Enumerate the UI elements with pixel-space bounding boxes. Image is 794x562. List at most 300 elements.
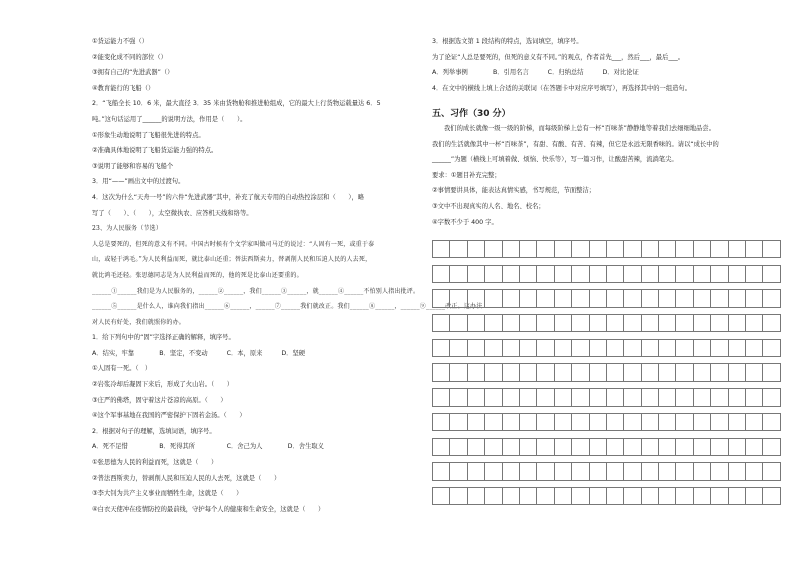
question-line: 2．根据对句子的理解，选填词语，填序号。 xyxy=(92,427,216,435)
writing-grid-cell[interactable] xyxy=(485,389,502,406)
writing-grid-cell[interactable] xyxy=(624,488,641,505)
writing-grid-cell[interactable] xyxy=(729,463,746,480)
writing-grid-cell[interactable] xyxy=(520,315,537,332)
writing-grid-cell[interactable] xyxy=(711,414,728,431)
writing-grid-cell[interactable] xyxy=(694,389,711,406)
writing-grid-cell[interactable] xyxy=(450,241,467,258)
writing-grid-row xyxy=(432,462,781,480)
writing-grid-cell[interactable] xyxy=(694,315,711,332)
writing-grid-cell[interactable] xyxy=(503,488,520,505)
writing-grid-cell[interactable] xyxy=(590,439,607,456)
writing-grid-cell[interactable] xyxy=(729,315,746,332)
writing-grid-cell[interactable] xyxy=(450,389,467,406)
writing-grid-row xyxy=(432,413,781,431)
writing-grid-cell[interactable] xyxy=(694,463,711,480)
line-spacer xyxy=(92,467,392,475)
writing-grid-cell[interactable] xyxy=(607,290,624,307)
writing-grid-cell[interactable] xyxy=(624,389,641,406)
writing-grid-cell[interactable] xyxy=(537,488,554,505)
line-spacer xyxy=(92,296,392,304)
writing-grid-cell[interactable] xyxy=(746,364,763,381)
composition-prompt-line: ③文中不出现真实的人名、地名、校名； xyxy=(432,202,545,210)
writing-grid-cell[interactable] xyxy=(450,488,467,505)
line-spacer xyxy=(432,77,790,85)
writing-grid-cell[interactable] xyxy=(659,340,676,357)
writing-grid-cell[interactable] xyxy=(763,315,780,332)
writing-grid-cell[interactable] xyxy=(676,290,693,307)
writing-grid-cell[interactable] xyxy=(607,414,624,431)
writing-grid-row xyxy=(432,265,781,283)
line-spacer xyxy=(92,264,392,272)
line-spacer xyxy=(92,498,392,506)
question-line: A．结实，牢靠 B．坚定，不变动 C．本，原来 D．坚硬 xyxy=(92,349,306,357)
writing-grid-cell[interactable] xyxy=(590,315,607,332)
writing-grid-cell[interactable] xyxy=(468,241,485,258)
writing-grid-cell[interactable] xyxy=(659,290,676,307)
line-spacer xyxy=(92,77,392,85)
composition-prompt-line: 要求：①题目补充完整； xyxy=(432,171,501,179)
question-line: ④白衣天使冲在疫情防控的最前线，守护每个人的健康和生命安全，这就是（ ） xyxy=(92,505,325,513)
writing-grid-cell[interactable] xyxy=(450,463,467,480)
writing-grid-cell[interactable] xyxy=(433,463,450,480)
writing-grid-cell[interactable] xyxy=(694,364,711,381)
writing-grid-cell[interactable] xyxy=(763,340,780,357)
line-spacer xyxy=(432,195,790,203)
writing-grid-cell[interactable] xyxy=(537,266,554,283)
writing-grid-cell[interactable] xyxy=(503,414,520,431)
writing-grid-cell[interactable] xyxy=(642,315,659,332)
writing-grid-cell[interactable] xyxy=(607,488,624,505)
line-spacer xyxy=(92,46,392,54)
writing-grid-cell[interactable] xyxy=(763,389,780,406)
writing-grid-cell[interactable] xyxy=(659,364,676,381)
writing-grid-cell[interactable] xyxy=(503,315,520,332)
line-spacer xyxy=(92,389,392,397)
writing-grid-cell[interactable] xyxy=(642,414,659,431)
writing-grid-cell[interactable] xyxy=(659,266,676,283)
writing-grid-cell[interactable] xyxy=(694,414,711,431)
writing-grid-cell[interactable] xyxy=(659,414,676,431)
writing-grid-cell[interactable] xyxy=(676,463,693,480)
writing-grid-cell[interactable] xyxy=(555,389,572,406)
writing-grid-cell[interactable] xyxy=(763,266,780,283)
writing-grid-cell[interactable] xyxy=(555,488,572,505)
writing-grid-cell[interactable] xyxy=(642,389,659,406)
writing-grid-cell[interactable] xyxy=(433,389,450,406)
writing-grid-cell[interactable] xyxy=(624,340,641,357)
writing-grid-cell[interactable] xyxy=(503,241,520,258)
writing-grid-cell[interactable] xyxy=(450,315,467,332)
writing-grid-cell[interactable] xyxy=(572,364,589,381)
writing-grid-cell[interactable] xyxy=(642,364,659,381)
writing-grid-cell[interactable] xyxy=(624,290,641,307)
line-spacer xyxy=(92,420,392,428)
writing-grid-cell[interactable] xyxy=(572,389,589,406)
line-spacer xyxy=(92,514,392,522)
composition-section-title: 五、习作（30 分） xyxy=(432,108,511,119)
question-line: ①张思德为人民的利益而死，这就是（ ） xyxy=(92,459,218,467)
line-spacer xyxy=(432,164,790,172)
writing-grid-cell[interactable] xyxy=(642,488,659,505)
line-spacer xyxy=(92,311,392,319)
writing-grid-cell[interactable] xyxy=(746,414,763,431)
writing-grid-cell[interactable] xyxy=(694,340,711,357)
writing-grid-cell[interactable] xyxy=(555,340,572,357)
writing-grid-cell[interactable] xyxy=(433,241,450,258)
writing-grid-cell[interactable] xyxy=(485,364,502,381)
writing-grid-cell[interactable] xyxy=(555,290,572,307)
writing-grid-cell[interactable] xyxy=(746,488,763,505)
writing-grid-cell[interactable] xyxy=(642,439,659,456)
writing-grid-cell[interactable] xyxy=(659,439,676,456)
writing-grid-cell[interactable] xyxy=(607,315,624,332)
question-line: ①人固有一死。（ ） xyxy=(92,365,152,373)
writing-grid-cell[interactable] xyxy=(676,315,693,332)
writing-grid-cell[interactable] xyxy=(433,290,450,307)
writing-grid-cell[interactable] xyxy=(485,439,502,456)
writing-grid-cell[interactable] xyxy=(607,439,624,456)
writing-grid-cell[interactable] xyxy=(503,266,520,283)
composition-prompt-line: 我们的生活就像其中一杯“百味茶”，有甜、有酸、有苦、有辣，但它是永远无限香味的。请以“成长中的 xyxy=(432,140,719,148)
question-line: 23、为人民服务（节选） xyxy=(92,225,163,233)
writing-grid-cell[interactable] xyxy=(485,315,502,332)
writing-grid-cell[interactable] xyxy=(450,266,467,283)
writing-grid-cell[interactable] xyxy=(642,266,659,283)
writing-grid-cell[interactable] xyxy=(433,414,450,431)
writing-grid-cell[interactable] xyxy=(642,463,659,480)
writing-grid-row xyxy=(432,487,781,505)
writing-grid-cell[interactable] xyxy=(711,241,728,258)
writing-grid-cell[interactable] xyxy=(572,290,589,307)
question-line: ②岩浆冷却后凝固下来后，形成了火山岩。（ ） xyxy=(92,381,234,389)
writing-grid-cell[interactable] xyxy=(503,463,520,480)
writing-grid-cell[interactable] xyxy=(555,315,572,332)
writing-grid-cell[interactable] xyxy=(763,364,780,381)
writing-grid-cell[interactable] xyxy=(607,364,624,381)
writing-grid-cell[interactable] xyxy=(607,389,624,406)
writing-grid-cell[interactable] xyxy=(711,439,728,456)
question-line: ①形象生动地说明了飞船很先进的特点。 xyxy=(92,131,205,139)
writing-grid-cell[interactable] xyxy=(485,266,502,283)
question-line: 吨。”这句话运用了______的说明方法，作用是（ ）。 xyxy=(92,115,247,123)
line-spacer xyxy=(92,218,392,226)
writing-grid-cell[interactable] xyxy=(503,364,520,381)
writing-grid-cell[interactable] xyxy=(607,241,624,258)
writing-grid-cell[interactable] xyxy=(676,241,693,258)
line-spacer xyxy=(92,186,392,194)
question-line: 就比鸿毛还轻。张思德同志是为人民利益而死的，他的死是比泰山还要重的。 xyxy=(92,271,303,279)
writing-grid-cell[interactable] xyxy=(729,290,746,307)
writing-grid-cell[interactable] xyxy=(590,463,607,480)
question-line: 山，或轻于鸿毛。”为人民利益而死，就比泰山还重；替法西斯卖力，替剥削人民和压迫人民的人去死， xyxy=(92,256,372,264)
writing-grid-cell[interactable] xyxy=(711,389,728,406)
writing-grid-cell[interactable] xyxy=(433,364,450,381)
writing-grid-cell[interactable] xyxy=(676,439,693,456)
writing-grid-cell[interactable] xyxy=(555,439,572,456)
writing-grid-cell[interactable] xyxy=(555,463,572,480)
writing-grid-cell[interactable] xyxy=(468,463,485,480)
writing-grid-cell[interactable] xyxy=(694,290,711,307)
writing-grid-cell[interactable] xyxy=(746,266,763,283)
writing-grid-cell[interactable] xyxy=(468,488,485,505)
writing-grid-cell[interactable] xyxy=(450,364,467,381)
question-line: A．列举事例 B．引用名言 C．归纳总结 D．对比论证 xyxy=(432,69,639,77)
writing-grid-cell[interactable] xyxy=(468,414,485,431)
writing-grid-cell[interactable] xyxy=(763,488,780,505)
writing-grid-cell[interactable] xyxy=(450,414,467,431)
writing-grid-cell[interactable] xyxy=(624,414,641,431)
writing-grid-row xyxy=(432,240,781,258)
writing-grid-cell[interactable] xyxy=(537,389,554,406)
writing-grid-cell[interactable] xyxy=(694,488,711,505)
writing-grid-cell[interactable] xyxy=(711,266,728,283)
writing-grid-cell[interactable] xyxy=(624,315,641,332)
writing-grid-cell[interactable] xyxy=(711,315,728,332)
line-spacer xyxy=(92,280,392,288)
writing-grid-cell[interactable] xyxy=(520,364,537,381)
question-line: ______⑤______是什么人，谁向我们指出______⑥______，______⑦______我们就改正。我们______⑧______，______⑨______改正。这办法 xyxy=(92,303,483,311)
question-line: 人总是要死的，但死的意义有不同。中国古时候有个文学家叫做司马迁的说过：“人固有一死，或重于泰 xyxy=(92,240,375,248)
writing-grid-cell[interactable] xyxy=(729,266,746,283)
writing-grid-cell[interactable] xyxy=(729,488,746,505)
question-line: ②准确具体地说明了飞船货运能力强的特点。 xyxy=(92,147,218,155)
writing-grid-cell[interactable] xyxy=(520,340,537,357)
line-spacer xyxy=(432,133,790,141)
writing-grid-cell[interactable] xyxy=(468,364,485,381)
writing-grid-cell[interactable] xyxy=(746,340,763,357)
writing-grid-cell[interactable] xyxy=(503,389,520,406)
writing-grid-cell[interactable] xyxy=(537,364,554,381)
writing-grid-cell[interactable] xyxy=(694,439,711,456)
writing-grid[interactable] xyxy=(432,240,781,512)
writing-grid-cell[interactable] xyxy=(590,389,607,406)
question-line: ④教育能行的飞船（） xyxy=(92,84,155,92)
question-line: 为了论证“人总是要死的，但死的意义有不同。”的观点，作者首先___，然后___，最后___。 xyxy=(432,53,685,61)
writing-grid-cell[interactable] xyxy=(746,463,763,480)
writing-grid-cell[interactable] xyxy=(450,340,467,357)
writing-grid-cell[interactable] xyxy=(520,488,537,505)
writing-grid-cell[interactable] xyxy=(676,414,693,431)
writing-grid-cell[interactable] xyxy=(694,241,711,258)
writing-grid-cell[interactable] xyxy=(572,439,589,456)
writing-grid-cell[interactable] xyxy=(590,364,607,381)
writing-grid-cell[interactable] xyxy=(555,266,572,283)
writing-grid-cell[interactable] xyxy=(642,340,659,357)
writing-grid-cell[interactable] xyxy=(676,266,693,283)
question-line: ③拥有自己的“先进武器”（） xyxy=(92,69,174,77)
composition-prompt-line: ______”为题（横线上可填着做、烦恼、快乐等），写一篇习作，让酸甜苦辣，流淌笔尖。 xyxy=(432,156,678,164)
writing-grid-row xyxy=(432,388,781,406)
question-line: 4．这次为什么“天舟一号”的六件“先进武器”其中，补充了航天专用的自动热控涂层和（ ），略 xyxy=(92,193,365,201)
writing-grid-cell[interactable] xyxy=(729,439,746,456)
writing-grid-cell[interactable] xyxy=(537,340,554,357)
writing-grid-cell[interactable] xyxy=(624,439,641,456)
writing-grid-cell[interactable] xyxy=(711,290,728,307)
writing-grid-cell[interactable] xyxy=(676,364,693,381)
writing-grid-cell[interactable] xyxy=(485,488,502,505)
writing-grid-cell[interactable] xyxy=(468,290,485,307)
writing-grid-cell[interactable] xyxy=(590,241,607,258)
writing-grid-cell[interactable] xyxy=(746,315,763,332)
writing-grid-cell[interactable] xyxy=(590,266,607,283)
writing-grid-cell[interactable] xyxy=(746,439,763,456)
writing-grid-cell[interactable] xyxy=(537,290,554,307)
question-line: ③庄严的佛塔，固守着这片苍凉的高原。（ ） xyxy=(92,396,227,404)
question-line: 1．给下列句中的“固”字选择正确的解释，填序号。 xyxy=(92,334,235,342)
writing-grid-cell[interactable] xyxy=(572,315,589,332)
line-spacer xyxy=(432,211,790,219)
writing-grid-cell[interactable] xyxy=(485,414,502,431)
writing-grid-cell[interactable] xyxy=(659,241,676,258)
writing-grid-cell[interactable] xyxy=(520,241,537,258)
line-spacer xyxy=(432,93,790,101)
writing-grid-cell[interactable] xyxy=(746,241,763,258)
writing-grid-cell[interactable] xyxy=(659,315,676,332)
writing-grid-cell[interactable] xyxy=(468,389,485,406)
right-column xyxy=(432,38,790,234)
writing-grid-cell[interactable] xyxy=(711,463,728,480)
line-spacer xyxy=(92,108,392,116)
writing-grid-cell[interactable] xyxy=(572,241,589,258)
line-spacer xyxy=(92,233,392,241)
writing-grid-row xyxy=(432,438,781,456)
composition-prompt-line: 我们的成长就像一级一级的阶梯，而每级阶梯上总有一杯“百味茶”静静地等着我们去细细地品尝。 xyxy=(444,124,715,132)
question-line: ③说明了能够和容易的飞船个 xyxy=(92,162,174,170)
question-line: ②能变化成不同的部位（） xyxy=(92,53,167,61)
writing-grid-cell[interactable] xyxy=(520,290,537,307)
writing-grid-cell[interactable] xyxy=(503,290,520,307)
line-spacer xyxy=(92,202,392,210)
writing-grid-cell[interactable] xyxy=(555,241,572,258)
writing-grid-cell[interactable] xyxy=(676,488,693,505)
question-line: 4．在文中的横线上填上合适的关联词（在答题卡中对应序号填写），再选择其中的一组造句。 xyxy=(432,84,692,92)
line-spacer xyxy=(432,46,790,54)
writing-grid-cell[interactable] xyxy=(746,389,763,406)
writing-grid-cell[interactable] xyxy=(537,463,554,480)
writing-grid-cell[interactable] xyxy=(520,414,537,431)
writing-grid-cell[interactable] xyxy=(433,439,450,456)
line-spacer xyxy=(432,227,790,235)
writing-grid-cell[interactable] xyxy=(729,364,746,381)
writing-grid-cell[interactable] xyxy=(729,340,746,357)
writing-grid-cell[interactable] xyxy=(433,488,450,505)
writing-grid-cell[interactable] xyxy=(520,266,537,283)
writing-grid-cell[interactable] xyxy=(468,340,485,357)
writing-grid-cell[interactable] xyxy=(763,241,780,258)
writing-grid-cell[interactable] xyxy=(659,488,676,505)
writing-grid-cell[interactable] xyxy=(763,290,780,307)
question-line: ②普法西斯卖力，替剥削人民和压迫人民的人去死，这就是（ ） xyxy=(92,474,281,482)
writing-grid-cell[interactable] xyxy=(624,266,641,283)
writing-grid-cell[interactable] xyxy=(590,290,607,307)
writing-grid-cell[interactable] xyxy=(763,463,780,480)
writing-grid-row xyxy=(432,289,781,307)
writing-grid-cell[interactable] xyxy=(676,340,693,357)
writing-grid-cell[interactable] xyxy=(572,414,589,431)
writing-grid-cell[interactable] xyxy=(763,414,780,431)
writing-grid-cell[interactable] xyxy=(485,241,502,258)
writing-grid-cell[interactable] xyxy=(503,340,520,357)
writing-grid-cell[interactable] xyxy=(711,364,728,381)
writing-grid-cell[interactable] xyxy=(520,463,537,480)
writing-grid-cell[interactable] xyxy=(520,439,537,456)
writing-grid-cell[interactable] xyxy=(468,266,485,283)
writing-grid-cell[interactable] xyxy=(537,241,554,258)
writing-grid-cell[interactable] xyxy=(433,340,450,357)
writing-grid-cell[interactable] xyxy=(572,488,589,505)
line-spacer xyxy=(92,124,392,132)
writing-grid-cell[interactable] xyxy=(537,315,554,332)
writing-grid-row xyxy=(432,339,781,357)
writing-grid-cell[interactable] xyxy=(659,389,676,406)
question-line: ④这个军事基地在我国的严密保护下固若金汤。（ ） xyxy=(92,412,246,420)
writing-grid-cell[interactable] xyxy=(659,463,676,480)
writing-grid-cell[interactable] xyxy=(746,290,763,307)
composition-prompt-line: ④字数不少于 400 字。 xyxy=(432,218,498,226)
line-spacer xyxy=(92,373,392,381)
writing-grid-cell[interactable] xyxy=(468,315,485,332)
writing-grid-row xyxy=(432,314,781,332)
writing-grid-cell[interactable] xyxy=(711,340,728,357)
writing-grid-cell[interactable] xyxy=(590,414,607,431)
writing-grid-cell[interactable] xyxy=(642,290,659,307)
writing-grid-cell[interactable] xyxy=(642,241,659,258)
writing-grid-cell[interactable] xyxy=(555,414,572,431)
writing-grid-cell[interactable] xyxy=(729,389,746,406)
writing-grid-cell[interactable] xyxy=(433,266,450,283)
writing-grid-cell[interactable] xyxy=(537,439,554,456)
writing-grid-cell[interactable] xyxy=(763,439,780,456)
writing-grid-cell[interactable] xyxy=(503,439,520,456)
question-line: ③李大钊为共产主义事业而牺牲生命，这就是（ ） xyxy=(92,490,243,498)
writing-grid-cell[interactable] xyxy=(572,266,589,283)
writing-grid-cell[interactable] xyxy=(450,290,467,307)
question-line: ______①______我们是为人民服务的，______②______，我们______③______，就______④______不怕别人指出批评。 xyxy=(92,287,420,295)
writing-grid-cell[interactable] xyxy=(485,463,502,480)
question-line: A．死不足惜 B．死得其所 C．舍己为人 D．舍生取义 xyxy=(92,443,324,451)
writing-grid-cell[interactable] xyxy=(624,364,641,381)
question-line: 3．根据选文第 1 段结构的特点，选词填空，填序号。 xyxy=(432,38,583,45)
writing-grid-cell[interactable] xyxy=(729,414,746,431)
line-spacer xyxy=(92,451,392,459)
writing-grid-cell[interactable] xyxy=(572,340,589,357)
writing-grid-cell[interactable] xyxy=(433,315,450,332)
writing-grid-cell[interactable] xyxy=(450,439,467,456)
writing-grid-cell[interactable] xyxy=(590,340,607,357)
question-line: 对人民有好处，我们就照你的办。 xyxy=(92,318,186,326)
writing-grid-cell[interactable] xyxy=(590,488,607,505)
writing-grid-cell[interactable] xyxy=(711,488,728,505)
writing-grid-cell[interactable] xyxy=(624,241,641,258)
writing-grid-cell[interactable] xyxy=(607,340,624,357)
writing-grid-cell[interactable] xyxy=(520,389,537,406)
writing-grid-cell[interactable] xyxy=(537,414,554,431)
writing-grid-cell[interactable] xyxy=(694,266,711,283)
writing-grid-cell[interactable] xyxy=(572,463,589,480)
writing-grid-cell[interactable] xyxy=(676,389,693,406)
writing-grid-cell[interactable] xyxy=(729,241,746,258)
question-line: 3．用“——”画出文中的过渡句。 xyxy=(92,178,185,186)
writing-grid-cell[interactable] xyxy=(485,340,502,357)
writing-grid-cell[interactable] xyxy=(485,290,502,307)
writing-grid-row xyxy=(432,363,781,381)
writing-grid-cell[interactable] xyxy=(607,463,624,480)
line-spacer xyxy=(92,342,392,350)
writing-grid-cell[interactable] xyxy=(607,266,624,283)
writing-grid-cell[interactable] xyxy=(624,463,641,480)
writing-grid-cell[interactable] xyxy=(555,364,572,381)
writing-grid-cell[interactable] xyxy=(468,439,485,456)
